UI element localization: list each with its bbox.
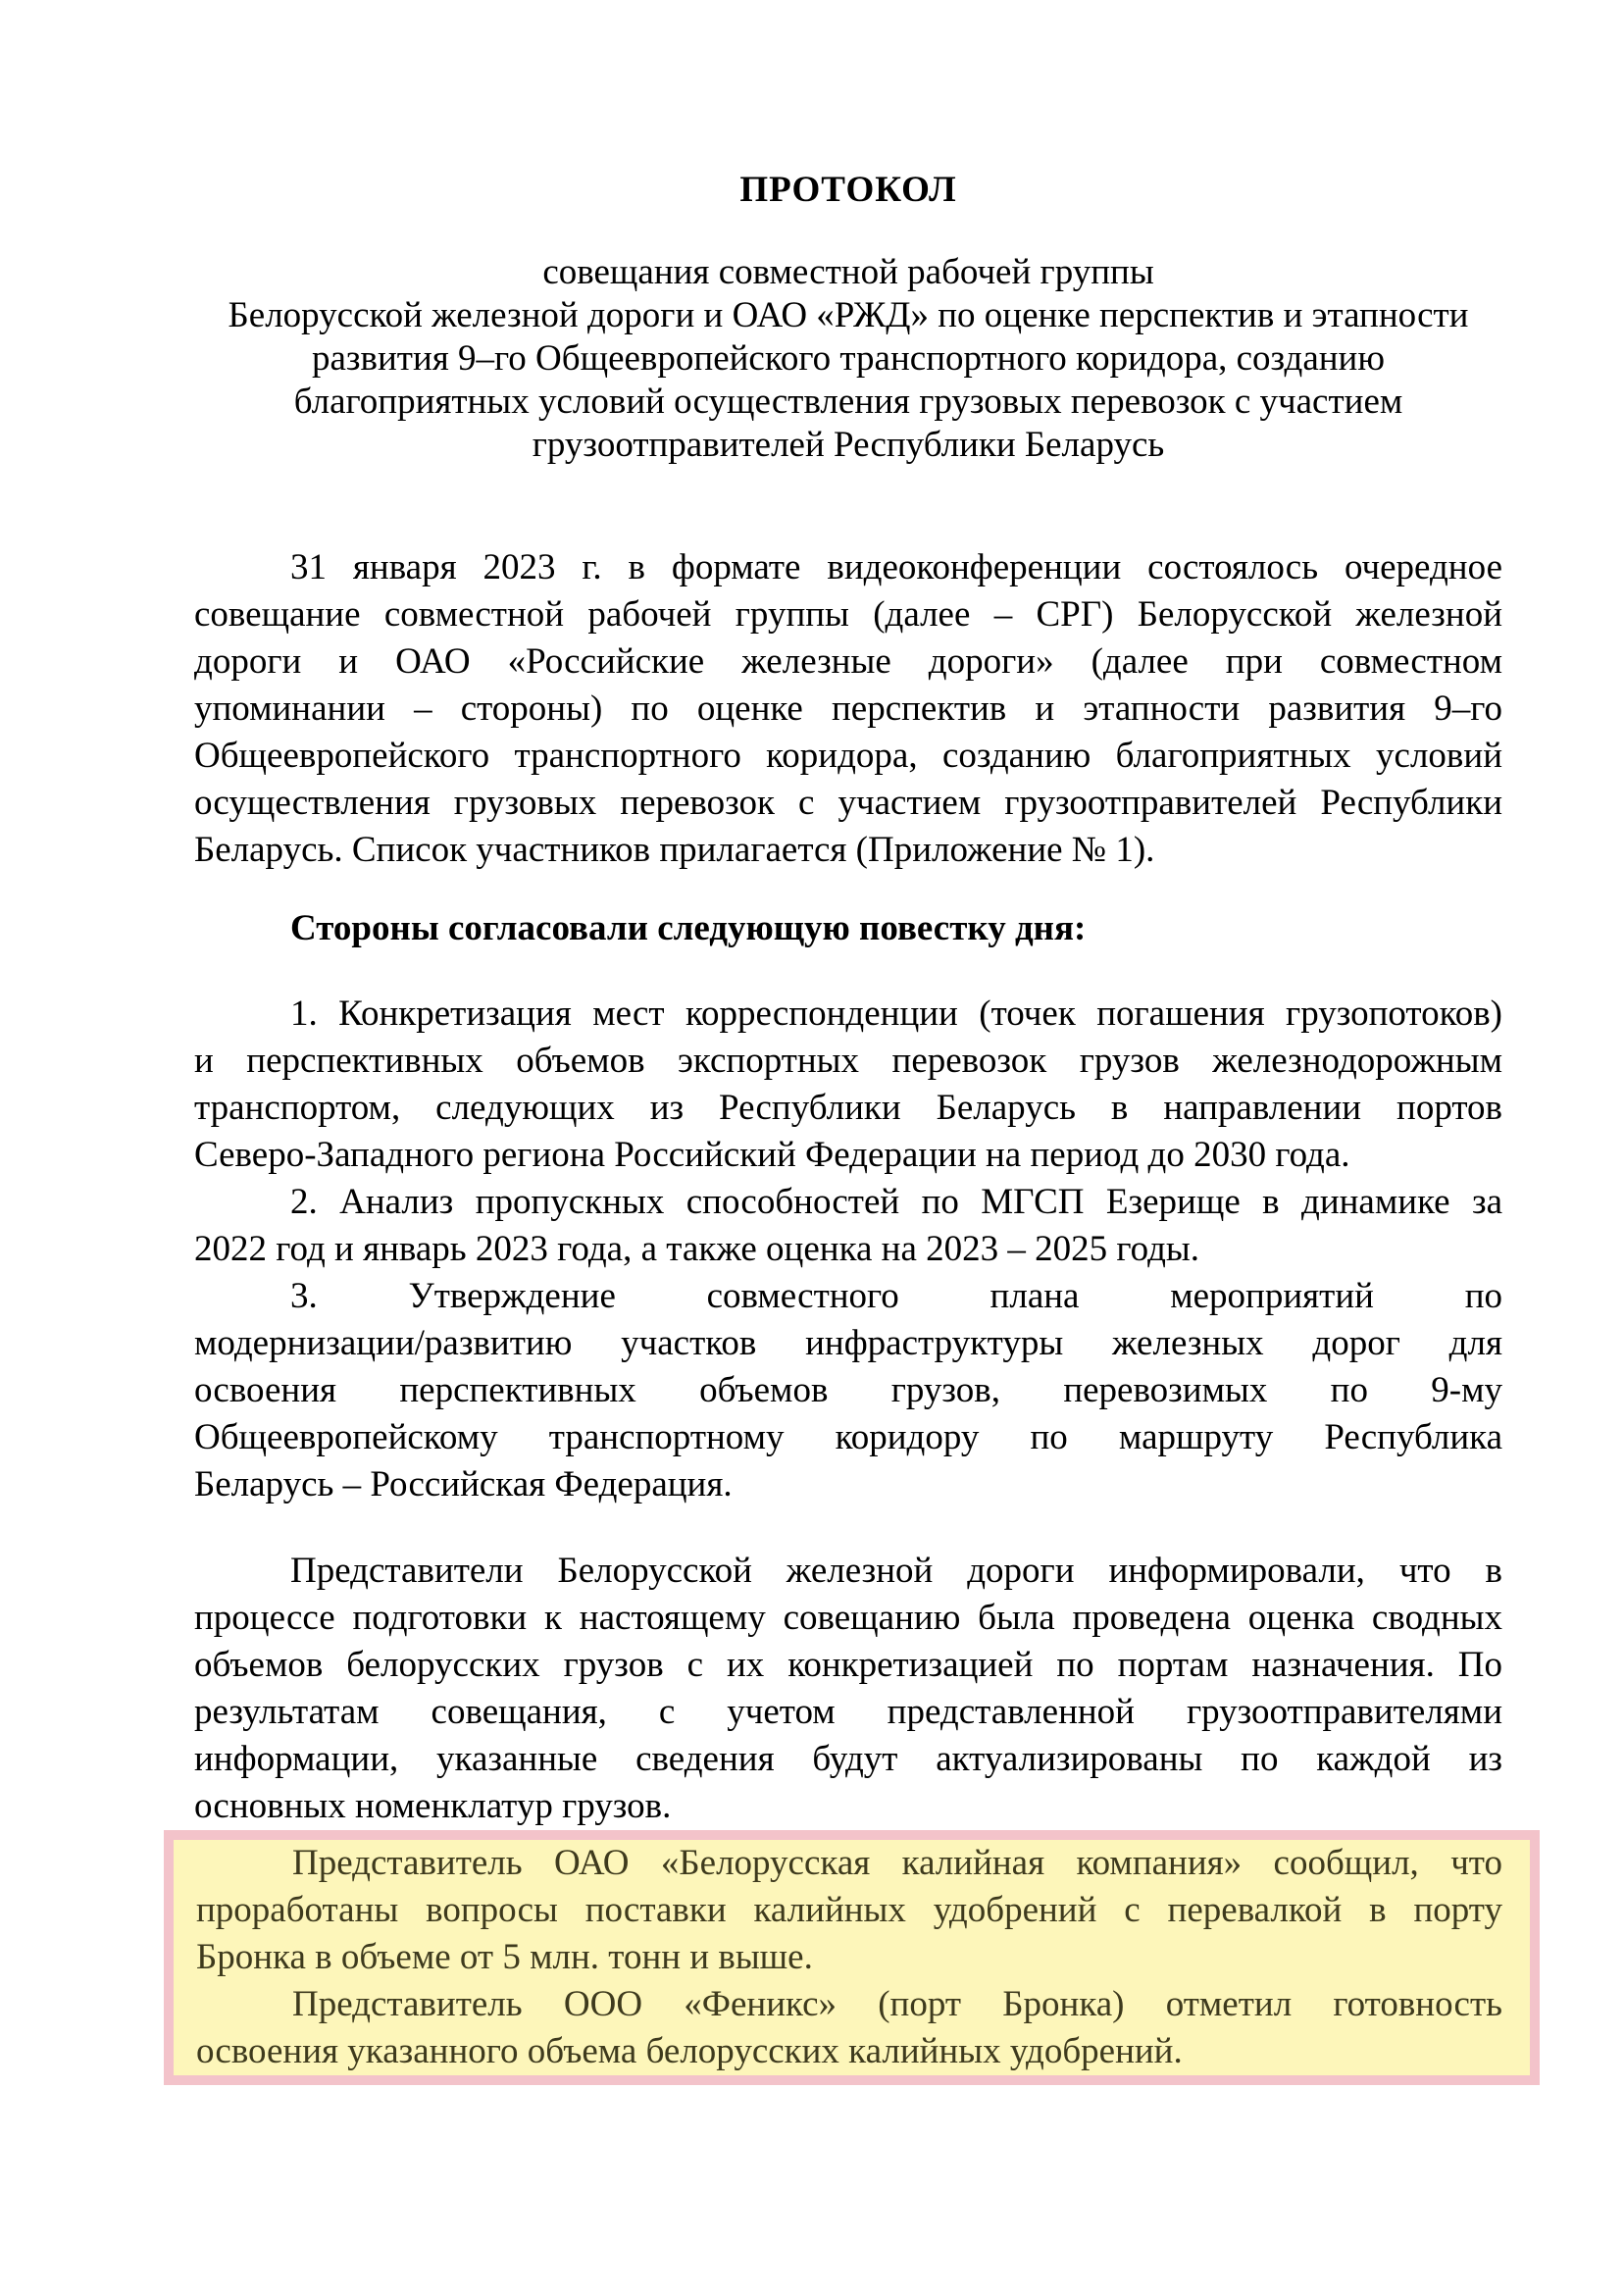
highlight-paragraph-1 <box>196 1840 1502 1981</box>
text-line: транспортом, следующих из Республики Беларусь в направлении портов <box>194 1088 1502 1128</box>
text-line: грузоотправителей Республики Беларусь <box>532 425 1165 465</box>
text-line: совещания совместной рабочей группы <box>542 252 1154 292</box>
text-line: Северо-Западного региона Российский Федерации на период до 2030 года. <box>194 1135 1350 1175</box>
highlight-paragraph-2 <box>196 1981 1502 2075</box>
text-line: совещание совместной рабочей группы (далее – СРГ) Белорусской железной <box>194 594 1502 635</box>
agenda-item-2 <box>194 1179 1502 1273</box>
text-line: информации, указанные сведения будут актуализированы по каждой из <box>194 1739 1502 1779</box>
intro-paragraph <box>194 544 1502 874</box>
text-line: основных номенклатур грузов. <box>194 1786 672 1826</box>
text-line: объемов белорусских грузов с их конкретизацией по портам назначения. По <box>194 1645 1502 1685</box>
text-line: благоприятных условий осуществления грузовых перевозок с участием <box>293 382 1403 422</box>
agenda-item-1 <box>194 991 1502 1179</box>
agenda-list <box>194 991 1502 1508</box>
body-paragraph <box>194 1548 1502 1830</box>
text-line: 2022 год и январь 2023 года, а также оценка на 2023 – 2025 годы. <box>194 1229 1199 1269</box>
text-line: 31 января 2023 г. в формате видеоконференции состоялось очередное <box>290 547 1502 587</box>
text-line: проработаны вопросы поставки калийных удобрений с перевалкой в порту <box>196 1890 1502 1930</box>
text-line: Беларусь – Российская Федерация. <box>194 1464 733 1504</box>
highlight-box <box>164 1830 1540 2085</box>
text-line: Бронка в объеме от 5 млн. тонн и выше. <box>196 1937 813 1977</box>
text-column <box>194 0 1502 2085</box>
text-line: 3. Утверждение совместного плана мероприятий по <box>290 1276 1502 1316</box>
text-line: 2. Анализ пропускных способностей по МГСП Езерище в динамике за <box>290 1182 1502 1222</box>
text-line: процессе подготовки к настоящему совещанию была проведена оценка сводных <box>194 1598 1502 1638</box>
text-line: развития 9–го Общеевропейского транспортного коридора, созданию <box>311 338 1385 379</box>
text-line: упоминании – стороны) по оценке перспектив и этапности развития 9–го <box>194 688 1502 729</box>
agenda-item-3 <box>194 1273 1502 1508</box>
text-line: освоения перспективных объемов грузов, перевозимых по 9-му <box>194 1370 1502 1410</box>
text-line: Представитель ОАО «Белорусская калийная компания» сообщил, что <box>292 1843 1502 1883</box>
text-line: дороги и ОАО «Российские железные дороги» (далее при совместном <box>194 641 1502 682</box>
text-line: освоения указанного объема белорусских калийных удобрений. <box>196 2031 1183 2071</box>
text-line: Белорусской железной дороги и ОАО «РЖД» по оценке перспектив и этапности <box>228 295 1469 335</box>
text-line: Общеевропейского транспортного коридора, созданию благоприятных условий <box>194 736 1502 776</box>
document-title: ПРОТОКОЛ <box>739 170 957 210</box>
text-line: результатам совещания, с учетом представленной грузоотправителями <box>194 1692 1502 1732</box>
text-line: Представитель ООО «Феникс» (порт Бронка) отметил готовность <box>292 1984 1502 2024</box>
text-line: Представители Белорусской железной дороги информировали, что в <box>290 1551 1502 1591</box>
text-line: Общеевропейскому транспортному коридору по маршруту Республика <box>194 1417 1502 1457</box>
text-line: Беларусь. Список участников прилагается (Приложение № 1). <box>194 830 1155 870</box>
text-line: модернизации/развитию участков инфраструктуры железных дорог для <box>194 1323 1502 1363</box>
text-line: осуществления грузовых перевозок с участием грузоотправителей Республики <box>194 783 1502 823</box>
text-line: и перспективных объемов экспортных перевозок грузов железнодорожным <box>194 1041 1502 1081</box>
agenda-heading: Стороны согласовали следующую повестку дня: <box>290 908 1087 948</box>
text-line: 1. Конкретизация мест корреспонденции (точек погашения грузопотоков) <box>290 994 1502 1034</box>
document-subtitle <box>194 251 1502 467</box>
